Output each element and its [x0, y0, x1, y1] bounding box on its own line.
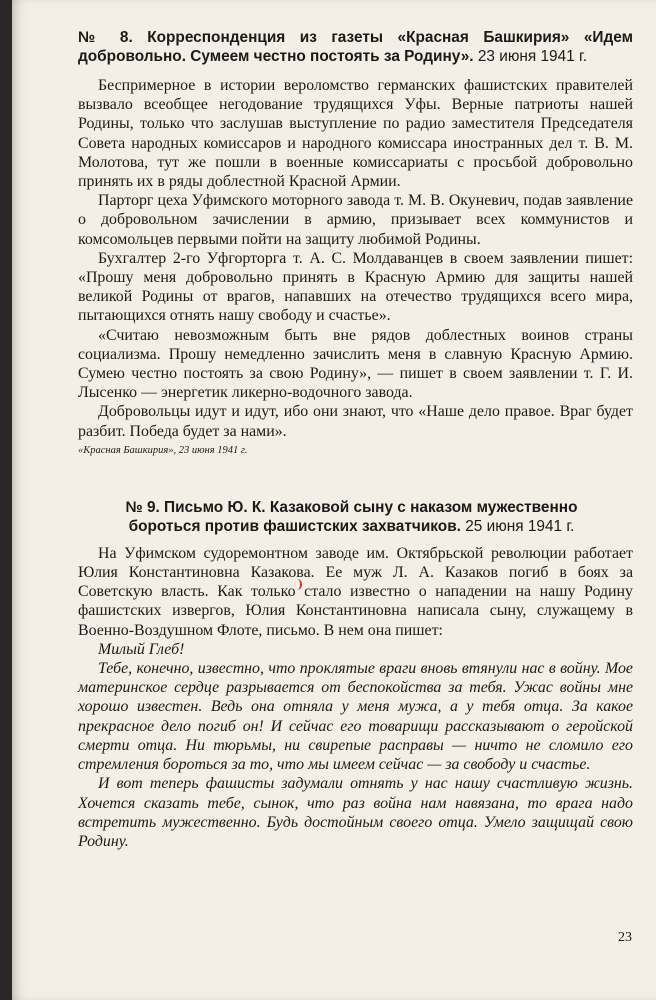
document-8-heading — [78, 28, 633, 66]
document-8-date: 23 июня 1941 г. — [477, 48, 588, 65]
intro-paragraph: На Уфимском судоремонтном заводе им. Октябрьской революции работает Юлия Константиновна Казакова. Ее муж Л. А. Казаков погиб в боях за Советскую власть. Как только стало известно о нападении на нашу Родину фашистских извергов, Юлия Константиновна написала сыну, служащему в Военно-Воздушном Флоте, письмо. В нем она пишет: — [78, 544, 633, 639]
page-number: 23 — [618, 930, 632, 945]
document-8-title: № 8. Корреспонденция из газеты «Красная Башкирия» «Идем добровольно. Сумеем честно постоять за Родину». — [78, 29, 633, 65]
letter-paragraph: Тебе, конечно, известно, что проклятые враги вновь втянули нас в войну. Мое материнское сердце разрывается от беспокойства за тебя. Ужас войны мне хорошо известен. Ведь она отняла у меня мужа, а у тебя отца. За какое прекрасное дело погиб он! И сейчас его товарищи рассказывают о геройской смерти отца. Ни тюрьмы, ни свирепые расправы — ничто не сломило его стремления бороться за то, что мы имеем сейчас — за свободу и счастье. — [78, 660, 633, 774]
document-9-date: 25 июня 1941 г. — [465, 517, 575, 535]
document-8-text — [78, 76, 633, 458]
document-9-text — [78, 544, 633, 851]
paragraph: Беспримерное в истории вероломство германских фашистских правителей вызвало всеобщее негодование трудящихся Уфы. Верные патриоты нашей Родины, только что заслушав выступление по радио заместителя Председателя Совета народных комиссаров и народного комиссара иностранных дел т. В. М. Молотова, тут же пошли в военные комиссариаты с просьбой добровольно принять их в ряды доблестной Красной Армии. — [78, 77, 633, 191]
source-citation: «Красная Башкирия», 23 июня 1941 г. — [78, 444, 248, 456]
document-body — [78, 28, 633, 851]
paragraph: «Считаю невозможным быть вне рядов доблестных воинов страны социализма. Прошу немедленно зачислить меня в славную Красную Армию. Сумею честно постоять за свою Родину», — пишет в своем заявлении т. Г. И. Лысенко — энергетик ликерно-водочного завода. — [78, 326, 633, 402]
paragraph: Парторг цеха Уфимского моторного завода т. М. В. Окуневич, подав заявление о добровольном зачислении в армию, призывает всех коммунистов и комсомольцев первыми пойти на защиту любимой Родины. — [78, 192, 633, 248]
document-9-heading — [78, 498, 633, 536]
letter-salutation: Милый Глеб! — [98, 640, 185, 658]
paragraph: Бухгалтер 2-го Уфгорторга т. А. С. Молдаванцев в своем заявлении пишет: «Прошу меня добровольно принять в Красную Армию для защиты нашей великой Родины от врагов, напавших на отечество трудящихся всего мира, пытающихся отнять нашу свободу и счастье». — [78, 249, 633, 325]
letter-paragraph: И вот теперь фашисты задумали отнять у нас нашу счастливую жизнь. Хочется сказать тебе, сынок, что раз война нам навязана, то врага надо встретить мужественно. Будь достойным своего отца. Умело защищай свою Родину. — [78, 775, 633, 850]
document-9-title: № 9. Письмо Ю. К. Казаковой сыну с наказом мужественно бороться против фашистских захватчиков. — [125, 498, 578, 535]
paragraph: Добровольцы идут и идут, ибо они знают, что «Наше дело правое. Враг будет разбит. Победа будет за нами». — [78, 403, 633, 440]
book-page — [12, 0, 656, 1000]
